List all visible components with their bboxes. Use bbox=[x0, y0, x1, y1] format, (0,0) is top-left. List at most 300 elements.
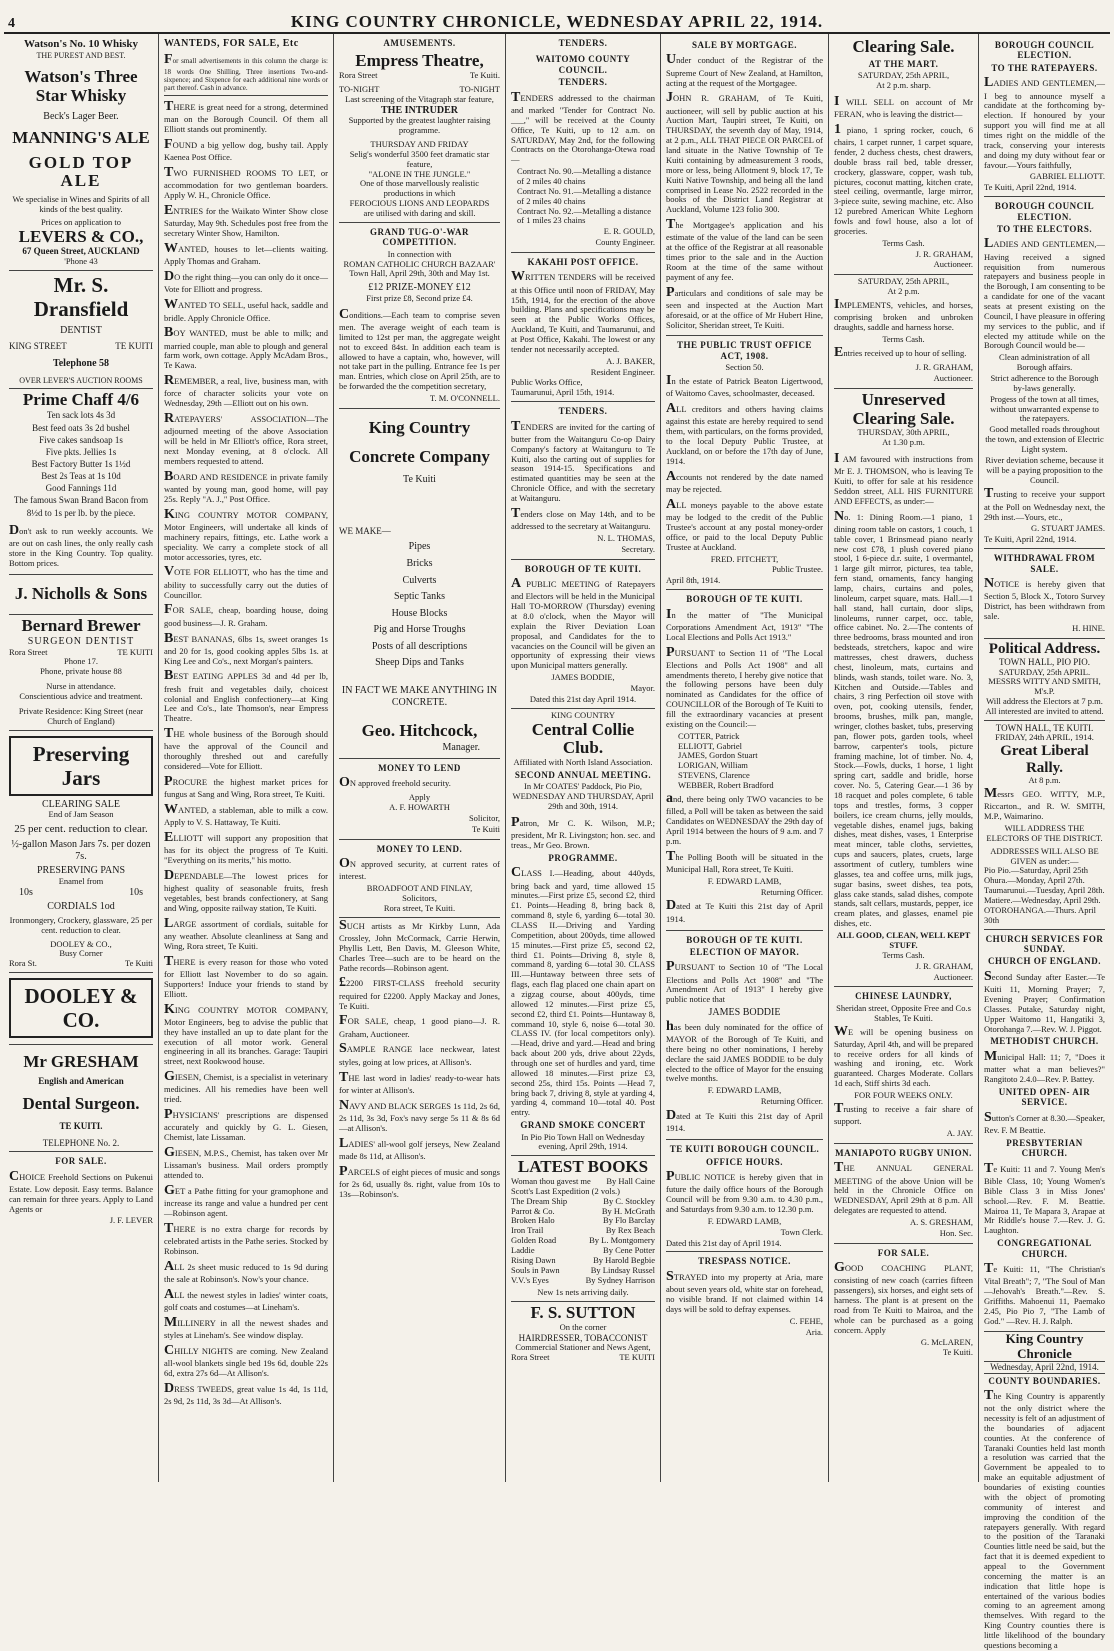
ad-text: 'Phone 43 bbox=[64, 255, 98, 266]
classified-item: KING COUNTRY MOTOR COMPANY, Motor Engineers, beg to advise the public that they have installed an up to date plant for the execution of all motor work. General engineering in all its branches. Garage: Taupiri street, next Rookwood house. bbox=[164, 1001, 328, 1067]
classified-item: THE whole business of the Borough should have the approval of the Council and thoroughly threshed out and carefully considered—Vote for Elliott. bbox=[164, 726, 328, 772]
ad-text: THURSDAY, 30th APRIL, bbox=[857, 427, 950, 438]
ad-heading: OFFICE HOURS. bbox=[705, 1156, 783, 1167]
mortgage-sale-notice bbox=[666, 36, 823, 336]
ad-text: 10s bbox=[129, 886, 143, 898]
gresham-ad bbox=[9, 1045, 153, 1152]
ad-text: ON approved security, at current rates of interest. bbox=[339, 856, 500, 882]
ad-heading: SECOND ANNUAL MEETING. bbox=[514, 769, 652, 780]
ad-text: PRESERVING PANS bbox=[36, 865, 126, 877]
clearing-sale-ad bbox=[834, 36, 973, 275]
product-item: Septic Tanks bbox=[393, 591, 446, 603]
chaff-ad bbox=[9, 389, 153, 575]
ad-text: Beck's Lager Beer. bbox=[43, 111, 119, 123]
ad-text: Te Kuiti, April 22nd, 1914. bbox=[984, 534, 1077, 545]
ad-heading: MANNING'S ALE bbox=[12, 127, 150, 147]
classified-item: LARGE assortment of cordials, suitable for any weather. Absolute cleanliness at Sang and Wing, Rora street, Te Kuiti. bbox=[164, 915, 328, 951]
ad-text: JAMES BODDIE bbox=[708, 1007, 781, 1019]
book-row bbox=[511, 1276, 655, 1286]
ad-text: KING STREET bbox=[9, 341, 67, 352]
ad-heading: Watson's Three Star Whisky bbox=[24, 67, 138, 105]
classified-item: NAVY AND BLACK SERGES 1s 11d, 2s 6d, 2s 11d, 3s 3d, Fox's navy serge 5s 11 & 8s 6d—at Allison's. bbox=[339, 1097, 500, 1133]
ad-signature: H. HINE. bbox=[1072, 622, 1105, 633]
ad-text: Dated this 21st day April 1914. bbox=[529, 693, 637, 704]
ad-text: Hon. Sec. bbox=[939, 1227, 973, 1238]
ad-text: A PUBLIC MEETING of Ratepayers and Electors will be held in the Municipal Hall TO-MORROW (Thursday) evening at 8.0 o'clock, when the Mayor will explain the River Deviation Loan proposal, and Candidates for the to vacancies on the Council will be given an opportunity of expressing their views upon Municipal matters generally. bbox=[511, 576, 655, 671]
ad-text: Rora Street bbox=[511, 1352, 550, 1363]
candidate-name: ELLIOTT, Gabriel bbox=[678, 740, 743, 751]
ad-signature: G. STUART JAMES. bbox=[1031, 523, 1105, 534]
ad-signature: A. JAY. bbox=[946, 1128, 973, 1138]
ad-text: Town Clerk. bbox=[780, 1226, 823, 1237]
ad-text: ADDRESSES WILL ALSO BE GIVEN as under:— bbox=[990, 845, 1099, 866]
preserving-jars-ad bbox=[9, 731, 153, 974]
ad-text: County Engineer. bbox=[595, 237, 655, 248]
ad-text: Te Kuiti bbox=[125, 958, 153, 969]
place-item: OTOROHANGA.—Thurs. April 30th bbox=[984, 904, 1096, 925]
book-title: Parrot & Co. bbox=[511, 1205, 555, 1216]
ad-text: Town Hall, April 29th, 30th and May 1st. bbox=[349, 268, 490, 279]
ad-text: 25 per cent. reduction to clear. bbox=[14, 823, 148, 836]
concrete-company-ad bbox=[339, 409, 500, 759]
ad-text: ALL GOOD, CLEAN, WELL KEPT STUFF. bbox=[836, 930, 971, 950]
ad-text: Resident Engineer. bbox=[590, 366, 655, 377]
classified-item: BEST BANANAS, 6lbs 1s, sweet oranges 1s and 20 for 1s, good cooking apples 5lbs 1s. at King Lee and Co's., next Morgan's painters. bbox=[164, 630, 328, 666]
ad-text: THE PUREST AND BEST. bbox=[36, 50, 126, 60]
ad-text: KING COUNTRY bbox=[551, 709, 615, 720]
tug-of-war-ad bbox=[339, 223, 500, 409]
book-title: V.V.'s Eyes bbox=[511, 1274, 549, 1285]
ad-text: Public Trustee. bbox=[771, 564, 823, 575]
ad-text: Busy Corner bbox=[59, 948, 103, 959]
ad-text: TOWN HALL, TE KUITI. bbox=[995, 722, 1094, 733]
church-services bbox=[984, 930, 1105, 1333]
ad-text: Under conduct of the Registrar of the Supreme Court of New Zealand, at Hamilton, acting at the request of the Mortgagee. bbox=[666, 52, 823, 88]
ad-text: STRAYED into my property at Aria, mare about seven years old, white star on forehead, no visible brand. If not claimed within 14 days will be sold to defray expenses. bbox=[666, 1268, 823, 1314]
political-address-ad bbox=[984, 639, 1105, 721]
public-meeting-notice bbox=[511, 560, 655, 709]
contract-item: Contract No. 92.—Metalling a distance of 1 miles 23 chains bbox=[517, 205, 652, 226]
ad-text: Public Works Office, bbox=[511, 377, 583, 388]
book-author: By H. McGrath bbox=[601, 1205, 655, 1216]
ad-text: Te Kuiti: 11, "The Christian's Vital Breath"; 7, "The Soul of Man —Jehovah's Breath."—Rev. S. Griffiths. Mahoenui 11, Paemako 2.45, Pio Pio 7, "The Lamb of God." —Rev. H. J. Ralph. bbox=[984, 1260, 1105, 1326]
ad-text: FRIDAY, 24th APRIL, 1914. bbox=[995, 732, 1094, 743]
ad-text: Auctioneer. bbox=[933, 971, 973, 982]
column-3 bbox=[334, 34, 506, 1482]
classified-item: KING COUNTRY MOTOR COMPANY, Motor Engineers, will undertake all kinds of machinery repairs, fittings, etc. Lathe work a speciality. We carry a complete stock of all motor accessories, tyres, etc. bbox=[164, 506, 328, 562]
ad-text: Private Residence: King Street (near Church of England) bbox=[18, 705, 144, 726]
ad-text: Rora street, Te Kuiti. bbox=[383, 902, 456, 913]
dransfield-ad bbox=[9, 271, 153, 389]
ad-text: Rora Street bbox=[9, 646, 48, 657]
classified-item: FOR SALE, cheap, 1 good piano—J. R. Graham, Auctioneer. bbox=[339, 1013, 500, 1039]
ad-text: At 1.30 p.m. bbox=[882, 437, 925, 448]
place-item: Taumarunui.—Tuesday, April 28th. bbox=[984, 885, 1105, 896]
ad-text: ROMAN CATHOLIC CHURCH BAZAAR' bbox=[343, 258, 496, 269]
editorial bbox=[984, 1332, 1105, 1650]
ad-text: HAIRDRESSER, TOBACCONIST bbox=[518, 1332, 648, 1343]
ad-heading: King Country bbox=[368, 417, 471, 437]
ad-heading: Central Collie Club. bbox=[531, 719, 635, 758]
classified-item: VOTE FOR ELLIOTT, who has the time and ability to successfully carry out the duties of Councillor. bbox=[164, 564, 328, 600]
ad-text: Te Kuiti bbox=[472, 823, 500, 834]
candidate-name: JAMES, Gordon Stuart bbox=[678, 750, 758, 761]
ad-text: Te Kuiti: 11 and 7. Young Men's Bible Class, 10; Young Women's Bible Class 3 in Miss Jones' school.—Rev. F. M. Beattie. Mairoa 11, Te Mapara 3, Arapae at Mr Riddle's house 7.—Rev. J. G. Laughton. bbox=[984, 1160, 1105, 1236]
price-item: Five pkts. Jellies 1s bbox=[45, 446, 117, 457]
classified-item: WANTED TO SELL, useful hack, saddle and bridle. Apply Chronicle Office. bbox=[164, 297, 328, 323]
classified-item: BOY WANTED, must be able to milk; and married couple, man able to plough and general farm work, own cottage. Apply McAdam Bros., Te Kawa. bbox=[164, 325, 328, 371]
ad-text: Dated at Te Kuiti this 21st day of April 1914. bbox=[666, 1108, 823, 1134]
ad-text: All interested are invited to attend. bbox=[985, 706, 1104, 717]
classified-item: THERE is great need for a strong, determined man on the Borough Council. Of them all Elliott stands out prominently. bbox=[164, 99, 328, 135]
ad-text: Phone, private house 88 bbox=[40, 666, 122, 677]
column-6 bbox=[829, 34, 979, 1482]
products-list bbox=[339, 541, 500, 669]
ad-text: SATURDAY, 25th APRIL. bbox=[998, 666, 1091, 677]
ad-text: In the matter of "The Municipal Corporations Amendment Act, 1913" "The Local Elections and Polls Act 1913." bbox=[666, 606, 823, 642]
ad-text: SATURDAY, 25th APRIL, bbox=[857, 276, 950, 287]
ad-heading: MANIAPOTO RUGBY UNION. bbox=[835, 1147, 972, 1158]
ad-text: At 2 p.m. sharp. bbox=[876, 79, 931, 90]
section-heading: WANTEDS, FOR SALE, Etc bbox=[164, 38, 299, 49]
classified-item: WANTED, houses to let—clients waiting. Apply Thomas and Graham. bbox=[164, 241, 328, 267]
classified-item: MILLINERY in all the newest shades and styles at Lineham's. See window display. bbox=[164, 1315, 328, 1341]
price-item: Five cakes sandsoap 1s bbox=[39, 434, 123, 445]
ad-signature: J. R. GRAHAM, bbox=[915, 362, 973, 373]
ad-text: OVER LEVER'S AUCTION ROOMS bbox=[19, 375, 143, 385]
ad-text: are utilised with daring and skill. bbox=[363, 208, 476, 219]
ad-text: ALL moneys payable to the above estate may be lodged to the credit of the Public Trustee's account at any postal money-order office, or paid to the local Deputy Public Trustee at Auckland. bbox=[666, 496, 823, 552]
ad-text: Dated at Te Kuiti this 21st day of April 1914. bbox=[666, 898, 823, 924]
classified-item: GIESEN, Chemist, is a specialist in veterinary medicines. All his remedies have been well tried. bbox=[164, 1069, 328, 1105]
ad-text: and, there being only TWO vacancies to be filled, a Poll will be taken as between the said Candidates on WEDNESDAY the 29th day of April 1914 between the hours of 9 a.m. and 7 p.m. bbox=[666, 790, 823, 846]
ad-heading: CONGREGATIONAL CHURCH. bbox=[997, 1238, 1092, 1259]
coaching-plant-ad bbox=[834, 1244, 973, 1363]
ad-text: has been duly nominated for the office of MAYOR of the Borough of Te Kuiti, and there being no other nominations, I hereby declare the said JAMES BODDIE to be duly elected to the office of Mayor for the ensuing twelve months. bbox=[666, 1018, 823, 1084]
product-item: Pipes bbox=[408, 541, 431, 553]
classified-item: SAMPLE RANGE lace neckwear, latest styles, going at low prices, at Allison's. bbox=[339, 1041, 500, 1067]
ad-text: Te Kuiti bbox=[403, 474, 436, 486]
dooley-ad bbox=[9, 973, 153, 1045]
classified-item: BEST EATING APPLES 3d and 4d per lb, fresh fruit and vegetables daily, choicest colonial and English confectionery—at King Lee and Co's., late Thomson's, near Empress Theatre. bbox=[164, 668, 328, 724]
ad-heading: Dental Surgeon. bbox=[22, 1093, 140, 1113]
ad-text: WRITTEN TENDERS will be received at this Office until noon of FRIDAY, May 15th, 1914, for the erection of the above building. Plans and specifications may be seen at the Public Works Offices, Auckland, Te Kuiti, and Taumarunui, and at Post Office, Kakahi. The lowest or any tender not necessarily accepted. bbox=[511, 269, 655, 354]
ad-heading: MONEY TO LEND. bbox=[376, 843, 463, 854]
ad-text: At 2 p.m. bbox=[887, 286, 920, 297]
wanteds-list bbox=[164, 99, 328, 1407]
ad-heading: GRAND TUG-O'-WAR COMPETITION. bbox=[369, 226, 470, 248]
ad-text: Terms Cash. bbox=[882, 949, 925, 960]
ad-heading: WITHDRAWAL FROM SALE. bbox=[993, 553, 1096, 574]
money-to-lend-ad-2 bbox=[339, 840, 500, 918]
ad-heading: BOROUGH OF TE KUITI. bbox=[686, 594, 803, 605]
product-item: Pig and Horse Troughs bbox=[373, 624, 466, 636]
price-item: Best 2s Teas at 1s 10d bbox=[41, 471, 121, 482]
ad-text: Patron, Mr C. K. Wilson, M.P.; president, Mr R. Livingston; hon. sec. and treas., Mr Geo. Brown. bbox=[511, 814, 655, 850]
book-author: By C. Stockley bbox=[603, 1195, 655, 1206]
price-item: Good Fannings 11d bbox=[45, 483, 117, 494]
product-item: Culverts bbox=[402, 574, 437, 586]
ad-text: TE KUITI. bbox=[59, 1121, 103, 1132]
ad-text: TENDERS are invited for the carting of butter from the Waitanguru Co-op Dairy Company's factory at Waitanguru to Te Kuiti, also the carting out of supplies for season 1914-15. Specifications and estimated quantities may be seen at the Chronicle Office, and with the secretary at Waitanguru. bbox=[511, 418, 655, 503]
ad-heading: LEVERS & CO., bbox=[18, 226, 144, 246]
product-item: Sheep Dips and Tanks bbox=[375, 657, 464, 669]
ad-heading: TENDERS. bbox=[558, 406, 608, 417]
ad-text: WILL ADDRESS THE ELECTORS OF THE DISTRICT. bbox=[986, 823, 1103, 843]
ad-signature: FRED. FITCHETT, bbox=[710, 553, 779, 564]
ad-heading: Mr. S. Dransfield bbox=[33, 272, 129, 321]
ad-text: Returning Officer. bbox=[760, 886, 823, 897]
ad-signature: J. R. GRAHAM, bbox=[915, 960, 973, 971]
ad-text: Solicitors, bbox=[402, 893, 437, 904]
book-title: Scott's Last Expedition (2 vols.) bbox=[511, 1185, 620, 1196]
ad-heading: KAKAHI POST OFFICE. bbox=[527, 257, 639, 268]
book-list bbox=[511, 1177, 655, 1285]
ad-text: Selig's wonderful 3500 feet dramatic star feature, bbox=[349, 148, 490, 169]
mayor-election-notice bbox=[666, 931, 823, 1141]
ad-text: No. 1: Dining Room.—1 piano, 1 dining room table on castors, 1 couch, 1 table cover, 1 Brinsmead piano nearly new cost £78, 1 plush covered piano stool, 1 6-piece d.r. suite, 1 overmantel, 1 large gilt mirror, pictures, tea table, fern stand, ornaments, fancy hanging lamp, chairs, curtains and poles, linoleum, carpet square, mats. Hall.—1 hall stand, hall curtain, door slips, linoleums, runner carpet, occ. table, office cabinet. No. 2.—The contents of three bedrooms, brass mounted and iron bedsteads, stretchers, kapoc and wire mattresses, chest drawers, duchess chest, linoleum, mats, curtains and blinds, wash stands, toilet ware. No. 3, Kitchen and Outside.—Tables and chairs, 3 ring Perfection oil stove with oven, pot, cooking utensils, fender, brooms, brushes, milk pan, mangle, wringer, clothes basket, tubs, preserving pan, flower pots, garden tools, wheel barrow, carpenter's tools, picture framing machine, lot of timber. No. 4, Stock.—Fowls, ducks, 1 horse, 1 light spring cart, saddle and bridle, horse cover. No. 5, Catering Gear.—1 36 by 18 racquet and poles complete, 6 table tops and trestles, forms, 3 copper boilers, ice cream churns, jelly moulds, vegetable dishes, enamel jugs, baking dishes, meat dishes, vases, 1 Enterprise meat mincer, table cloths, serviettes, cups and saucers, plates, cruets, large assortment of cutlery, tumblers wine glasses, tea and coffee urns, milk jugs, sugar basins, sweet dishes, tea pots, glass cake stands, salad dishes, compote stands, salt cellars, mustards, pepper, ice cream plates, and glasses, enamel pie dishes, etc. bbox=[834, 508, 973, 929]
ad-heading: BOROUGH OF TE KUITI. bbox=[686, 934, 803, 945]
price-item: The famous Swan Brand Bacon from 8½d to 1s per lb. by the piece. bbox=[13, 495, 149, 518]
column-5 bbox=[661, 34, 829, 1482]
brewer-ad bbox=[9, 615, 153, 730]
ad-text: CLEARING SALE bbox=[41, 798, 121, 810]
ad-heading: THE PUBLIC TRUST OFFICE ACT, 1908. bbox=[677, 340, 812, 361]
ad-text: TO-NIGHT bbox=[459, 83, 500, 94]
ad-heading: BOROUGH COUNCIL ELECTION. bbox=[994, 40, 1095, 61]
ad-text: Te Kuiti, April 22nd, 1914. bbox=[984, 182, 1077, 193]
policy-list bbox=[984, 353, 1105, 485]
ad-text: Trusting to receive your support at the Poll on Wednesday next, the 29th inst.—Yours, etc., bbox=[984, 486, 1105, 522]
price-item: Ten sack lots 4s 3d bbox=[46, 410, 116, 421]
book-author: By Lindsay Russel bbox=[590, 1264, 655, 1275]
product-item: Posts of all descriptions bbox=[371, 640, 468, 652]
product-item: Bricks bbox=[406, 557, 433, 569]
ad-text: In the estate of Patrick Beaton Ligertwood, of Waitomo Caves, schoolmaster, deceased. bbox=[666, 373, 823, 399]
office-hours-notice bbox=[666, 1140, 823, 1252]
ad-text: New 1s nets arriving daily. bbox=[537, 1287, 629, 1298]
classified-item: LADIES' all-wool golf jerseys, New Zealand made 8s 11d, at Allison's. bbox=[339, 1135, 500, 1161]
ad-heading: FOR SALE. bbox=[877, 1247, 930, 1258]
ad-text: Te Kuiti. bbox=[469, 70, 500, 81]
ad-text: We specialise in Wines and Spirits of all kinds of the best quality. bbox=[12, 194, 150, 214]
ad-heading: CHURCH OF ENGLAND. bbox=[988, 956, 1101, 967]
ad-text: Auctioneer. bbox=[933, 259, 973, 270]
ad-text: Section 50. bbox=[725, 362, 764, 373]
classified-item: ALL 2s sheet music reduced to 1s 9d during the sale at Robinson's. Now's your chance. bbox=[164, 1258, 328, 1285]
book-author: By Flo Barclay bbox=[603, 1215, 655, 1226]
butter-tenders bbox=[511, 402, 655, 560]
ad-text: Apply bbox=[408, 792, 431, 803]
book-title: Souls in Pawn bbox=[511, 1264, 560, 1275]
classified-item: CHILLY NIGHTS are coming. New Zealand all-wool blankets single bed 19s 6d, double 22s 6d, extra 27s 6d—At Allison's. bbox=[164, 1343, 328, 1379]
ad-text: MESSRS WITTY AND SMITH, M's.P. bbox=[988, 676, 1101, 697]
ad-text: I WILL SELL on account of Mr FERAN, who is leaving the district— bbox=[834, 93, 973, 120]
ad-text: Enamel from bbox=[58, 875, 104, 886]
ad-text: PURSUANT to Section 11 of "The Local Elections and Polls Act 1908" and all amendments thereto, I hereby give notice that the following persons have been duly nominated as Candidates for the office of COUNCILLOR of the Borough of Te Kuiti to fill the extraordinary vacancies at present existing on the Council:— bbox=[666, 644, 823, 729]
ad-text: THURSDAY AND FRIDAY bbox=[370, 139, 469, 150]
ad-signature: J. F. LEVER bbox=[109, 1215, 153, 1226]
ad-heading: Watson's No. 10 Whisky bbox=[23, 38, 139, 50]
kakahi-post-office bbox=[511, 253, 655, 402]
ad-heading: WAITOMO COUNTY COUNCIL. bbox=[535, 54, 631, 75]
ad-heading: PROGRAMME. bbox=[548, 852, 618, 863]
elliott-election-ad bbox=[984, 36, 1105, 197]
ad-text: THE ANNUAL GENERAL MEETING of the above Union will be held in the Chronicle Office on WEDNESDAY, April 29th at 8 p.m. All delegates are requested to attend. bbox=[834, 1160, 973, 1216]
book-title: Rising Dawn bbox=[511, 1254, 556, 1265]
ad-text: End of Jam Season bbox=[48, 809, 114, 820]
ad-text: April 8th, 1914. bbox=[666, 575, 721, 586]
ad-text: 10s bbox=[19, 886, 33, 898]
ad-heading: Preserving Jars bbox=[32, 741, 130, 790]
classified-item: RATEPAYERS' ASSOCIATION—The adjourned meeting of the above Association will be held in Mr Elliott's office, Rora street, next Monday evening, at 8 o'clock. All members requested to attend. bbox=[164, 411, 328, 466]
policy-item: Good metalled roads throughout the town, and extension of Electric Light system. bbox=[985, 424, 1104, 455]
ad-text: FOR FOUR WEEKS ONLY. bbox=[854, 1090, 953, 1101]
chinese-laundry-ad bbox=[834, 987, 973, 1144]
book-author: By Harold Begbie bbox=[593, 1254, 655, 1265]
product-item: House Blocks bbox=[391, 607, 448, 619]
classified-item: ALL the newest styles in ladies' winter coats, golf coats and costumes—at Lineham's. bbox=[164, 1287, 328, 1313]
place-item: Matiere.—Wednesday, April 29th. bbox=[984, 895, 1101, 906]
editorial-text: The King Country is apparently not the only district where the necessity is felt of an adjustment of the boundaries of adjacent counties. At the conference of Taranaki Counties held last month a resolution was carried that the Government be appealed to to make an equitable adjustment of boundaries of existing counties with the object of promoting community of interest and improving the condition of the ratepayers generally. With regard to the position of the Taranaki Counties little need be said, but the fact that it is deemed expedient to appeal to the Government concerning the matter is an indication that little hope is entertained of the various bodies coming to an agreement among themselves. With regard to the King Country counties there is little likelihood of the boundary questions becoming a bbox=[984, 1387, 1105, 1650]
ad-text: Municipal Hall: 11; 7, "Does it matter what a man believes?" Rangitoto 2.4.0—Rev. P. Battey. bbox=[984, 1048, 1105, 1084]
ad-heading: GOLD TOP ALE bbox=[28, 152, 134, 191]
column-1 bbox=[4, 34, 159, 1482]
ad-heading: MONEY TO LEND bbox=[378, 762, 461, 773]
candidate-name: COTTER, Patrick bbox=[678, 730, 740, 741]
ad-text: Nurse in attendance. bbox=[46, 681, 116, 692]
rugby-union-notice bbox=[834, 1144, 973, 1244]
ad-text: THE INTRUDER bbox=[381, 104, 458, 116]
ad-heading: GRAND SMOKE CONCERT bbox=[520, 1120, 646, 1131]
empress-theatre-ad bbox=[339, 50, 500, 222]
ad-signature: F. EDWARD LAMB, bbox=[707, 875, 782, 886]
ad-heading: UNITED OPEN- AIR SERVICE. bbox=[998, 1086, 1091, 1108]
councillor-nominations bbox=[666, 590, 823, 930]
ad-signature: F. EDWARD LAMB, bbox=[707, 1215, 782, 1226]
ad-text: TE KUITI bbox=[619, 1352, 655, 1363]
ad-text: NOTICE is hereby given that Section 5, Block X., Totoro Survey District, has been withdrawn from sale. bbox=[984, 576, 1105, 621]
editorial-masthead: King Country Chronicle bbox=[1005, 1331, 1084, 1361]
watsons-ad bbox=[9, 36, 153, 271]
classified-item: SUCH artists as Mr Kirkby Lunn, Ada Crossley, John McCormack, Carrie Herwin, Phyllis Lett, Ben Davis, M. Gleeson White, Charles Tree—such are to be heard on the Pathe records—Robinson agent. bbox=[339, 917, 500, 973]
classified-item: BOARD AND RESIDENCE in private family wanted by young man, good home, will pay 25s. Reply "A. J.," Post Office. bbox=[164, 468, 328, 504]
ad-text: IMPLEMENTS, vehicles, and horses, comprising broken and unbroken draughts, saddle and harness horse. bbox=[834, 297, 973, 333]
unreserved-sale-ad bbox=[834, 389, 973, 988]
classified-item: FOR SALE, cheap, boarding house, doing good business—J. R. Graham. bbox=[164, 602, 328, 628]
book-title: Golden Road bbox=[511, 1235, 557, 1246]
ad-text: DENTIST bbox=[60, 324, 102, 336]
ad-text: Prices on application to bbox=[40, 216, 122, 227]
collie-club-ad bbox=[511, 709, 655, 1157]
ad-signature: G. McLAREN, bbox=[920, 1336, 973, 1347]
ad-heading: Bernard Brewer bbox=[21, 616, 141, 636]
ad-heading: Unreserved Clearing Sale. bbox=[852, 389, 955, 428]
ad-heading: Empress Theatre, bbox=[355, 51, 484, 71]
latest-books-ad bbox=[511, 1156, 655, 1302]
ad-signature: T. M. O'CONNELL. bbox=[429, 393, 500, 404]
ad-text: Telephone 58 bbox=[52, 357, 110, 369]
ad-text: TOWN HALL, PIO PIO. bbox=[998, 657, 1091, 668]
ad-text: One of those marvellously realistic productions in which bbox=[360, 178, 479, 199]
classified-item: PHYSICIANS' prescriptions are dispensed accurately and quickly by G. L. Giesen, Chemist, late Lissaman. bbox=[164, 1107, 328, 1143]
book-author: By Hall Caine bbox=[606, 1175, 655, 1186]
ad-text: IN FACT WE MAKE ANYTHING IN CONCRETE. bbox=[341, 685, 498, 708]
ad-text: Te Kuiti. bbox=[942, 1347, 973, 1358]
nicholls-ad bbox=[9, 575, 153, 616]
ad-heading: Geo. Hitchcock, bbox=[361, 721, 478, 741]
ad-text: BROADFOOT AND FINLAY, bbox=[366, 883, 473, 894]
ad-text: First prize £8, Second prize £4. bbox=[366, 292, 473, 303]
ad-text: CHOICE Freehold Sections on Pukenui Estate. Low deposit. Easy terms. Balance can remain for three years. Apply to Land Agents or bbox=[9, 1168, 153, 1214]
public-trust-notice bbox=[666, 336, 823, 590]
ad-text: Entries received up to hour of selling. bbox=[834, 344, 967, 360]
classified-item: THERE is every reason for those who voted for Elliott last November to do so again. Supporters! Induce your friends to stand by Elliott. bbox=[164, 953, 328, 999]
ad-heading: TRESPASS NOTICE. bbox=[698, 1256, 791, 1267]
ad-heading: TO THE RATEPAYERS. bbox=[991, 62, 1098, 73]
ad-text: The Polling Booth will be situated in the Municipal Hall, Rora street, Te Kuiti. bbox=[666, 848, 823, 874]
ad-text: Last screening of the Vitagraph star feature, bbox=[345, 93, 494, 104]
ad-text: JOHN R. GRAHAM, of Te Kuiti, auctioneer, will sell by public auction at his Auction Mart, Taupiri street, Te Kuiti, on THURSDAY, the seventh day of May, 1914, at 2 p.m., ALL THAT PIECE OR PARCEL of land situate in the Native Township of Te Kuiti containing by admeasurement 3 roods, more or less, being Allotment 9, block 17, Te Kuiti Native Township, and being all the land comprised in Lease No. 2522 recorded in the books of the District Land Registrar at Auckland, Volume 123 folio 300. bbox=[666, 90, 823, 215]
ad-heading: Clearing Sale. bbox=[852, 37, 955, 56]
masthead bbox=[4, 6, 1110, 34]
rates-note: For small advertisements in this column the charge is: 18 words One Shilling, Three insertions Two-and-sixpence; and Sixpence for each additional nine words or part thereof. Cash in advance. bbox=[164, 51, 328, 93]
ad-text: Commercial Stationer and News Agent, bbox=[515, 1342, 651, 1353]
ad-heading: Concrete Company bbox=[349, 446, 490, 466]
price-item: Best feed oats 3s 2d bushel bbox=[32, 422, 130, 433]
ad-text: Aria. bbox=[805, 1326, 823, 1337]
classified-item: THE last word in ladies' ready-to-wear hats for winter at Allison's. bbox=[339, 1069, 500, 1095]
ad-text: AT THE MART. bbox=[868, 58, 939, 69]
ad-text: In Pio Pio Town Hall on Wednesday evening, April 29th, 1914. bbox=[521, 1131, 645, 1152]
ad-text: Rora Street bbox=[339, 70, 378, 81]
ad-text: DOOLEY & CO., bbox=[50, 938, 112, 949]
choice-sections-ad bbox=[9, 1152, 153, 1230]
candidate-list bbox=[666, 732, 823, 791]
classified-item: REMEMBER, a real, live, business man, with force of character solicits your vote on Wednesday, 29th —Elliott out on his own. bbox=[164, 373, 328, 409]
ad-text: Rora St. bbox=[9, 958, 37, 969]
classified-item: THERE is no extra charge for records by celebrated artists in the Pathe series. Stocked by Robinson. bbox=[164, 1221, 328, 1257]
ad-heading: J. Nicholls & Sons bbox=[14, 583, 148, 603]
ad-text: Supported by the greatest laughter raising programme. bbox=[348, 115, 491, 136]
classified-item: WANTED, a stableman, able to milk a cow. Apply to V. S. Hattaway, Te Kuiti. bbox=[164, 802, 328, 828]
ad-text: Terms Cash. bbox=[882, 237, 925, 248]
ad-text: PUBLIC NOTICE is hereby given that in future the daily office hours of the Borough Council will be from 9.30 a.m. to 4.30 p.m., and Saturdays from 9.30 a.m. to 12.30 p.m. bbox=[666, 1169, 823, 1214]
ad-text: Sutton's Corner at 8.30.—Speaker, Rev. F. M Beattie. bbox=[984, 1109, 1105, 1135]
ad-heading: CHINESE LAUNDRY, bbox=[855, 991, 952, 1002]
classified-item: £2200 FIRST-CLASS freehold security required for £2200. Apply Mackay and Jones, Te Kuiti. bbox=[339, 975, 500, 1011]
ad-text: In Mr COATES' Paddock, Pio Pio, WEDNESDAY AND THURSDAY, April 29th and 30th, 1914. bbox=[512, 781, 654, 812]
james-election-ad bbox=[984, 197, 1105, 549]
ad-text: The Mortgagee's application and his estimate of the value of the land can be seen at the office of the Registrar at all reasonable times prior to the sale and in the Auction Room at the time of the same without payment of any fee. bbox=[666, 217, 823, 282]
liberal-rally-ad bbox=[984, 721, 1105, 930]
ad-text: Ironmongery, Crockery, glassware, 25 per cent. reduction to clear. bbox=[9, 914, 153, 935]
book-title: Laddie bbox=[511, 1244, 535, 1255]
policy-item: Strict adherence to the Borough by-laws generally. bbox=[990, 373, 1099, 393]
ad-signature: JAMES BODDIE, bbox=[551, 672, 615, 683]
column-4 bbox=[506, 34, 661, 1482]
classified-item: TWO FURNISHED ROOMS TO LET, or accommodation for two gentleman boarders. Apply W. H., Chronicle Office. bbox=[164, 165, 328, 201]
book-author: By Rex Beach bbox=[605, 1225, 655, 1236]
ad-text: Will address the Electors at 7 p.m. bbox=[986, 696, 1103, 707]
ad-text: Second Sunday after Easter.—Te Kuiti 11, Morning Prayer; 7, Evening Prayer; Confirmation Classes. Putake, Saturday night, Upper Waitomo 11, Hangatiki 3, Otorohanga 7.—Rev. W. J. Piggot. bbox=[984, 968, 1105, 1034]
ad-signature: GABRIEL ELLIOTT. bbox=[1029, 171, 1105, 182]
ad-text: Don't ask to run weekly accounts. We are out on cash lines, the only really cash store in the King Country. Top quality. Bottom prices. bbox=[9, 522, 153, 568]
classified-item: DRESS TWEEDS, great value 1s 4d, 1s 11d, 2s 9d, 2s 11d, 3s 3d—At Allison's. bbox=[164, 1381, 328, 1407]
classified-item: ELLIOTT will support any proposition that has for its object the progress of Te Kuiti. "Everything on its merits," his motto. bbox=[164, 830, 328, 866]
section-heading: AMUSEMENTS. bbox=[383, 38, 456, 48]
ad-text: TENDERS addressed to the chairman and marked "Tender for Contract No. ___," will be received at the County Office, Te Kuiti, up to 12 a.m. on SATURDAY, May 2nd, for the following Contracts on the Otorohanga-Otewa road— bbox=[511, 89, 655, 165]
